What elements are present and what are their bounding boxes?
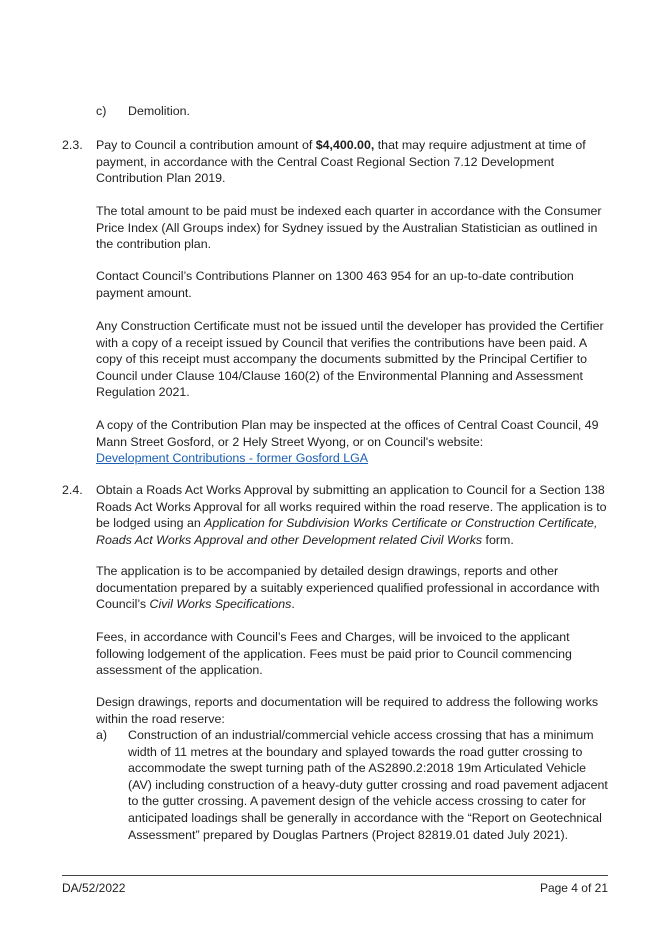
- development-contributions-link[interactable]: Development Contributions - former Gosford LGA: [96, 451, 369, 466]
- section-2-3-paragraph-4: Any Construction Certificate must not be issued until the developer has provided the Certifier with a copy of a receipt issued by Council that verifies the contributions have been paid. A copy of this receipt must accompany the documents submitted by the Principal Certifier to Council under Clause 104/Clause 160(2) of the Environmental Planning and Assessment Regulation 2021.: [96, 319, 604, 400]
- section-2-3-paragraph-5: [96, 417, 608, 467]
- list-text-c: Demolition.: [128, 104, 190, 118]
- footer-divider: [62, 875, 608, 876]
- s24-p1-form-name: Application for Subdivision Works Certificate or Construction Certificate, Roads Act Works Approval and other Development related Civil Works: [96, 516, 598, 547]
- section-number-2-3: 2.3.: [62, 138, 83, 152]
- s23-p1-pre: Pay to Council a contribution amount of: [96, 138, 316, 152]
- contribution-amount: $4,400.00,: [315, 138, 375, 152]
- footer-page-number: Page 4 of 21: [539, 881, 608, 895]
- section-2-4-paragraph-1: [96, 482, 608, 548]
- footer-reference: DA/52/2022: [62, 881, 126, 895]
- list-label-a: a): [96, 728, 108, 742]
- s24-p2-pre: The application is to be accompanied by detailed design drawings, reports and other documentation prepared by a suitably experienced qualified professional in accordance with Council’s: [96, 564, 600, 612]
- section-2-4-paragraph-3: Fees, in accordance with Council’s Fees and Charges, will be invoiced to the applicant following lodgement of the application. Fees must be paid prior to Council commencing assessment of the application.: [96, 630, 572, 678]
- s23-p1-post: that may require adjustment at time of payment, in accordance with the Central Coast Regional Section 7.12 Development Contribution Plan 2019.: [96, 138, 586, 186]
- section-2-4-paragraph-4: Design drawings, reports and documentation will be required to address the following works within the road reserve:: [96, 695, 599, 726]
- section-2-3-paragraph-2: The total amount to be paid must be indexed each quarter in accordance with the Consumer Price Index (All Groups index) for Sydney issued by the Australian Statistician as outlined in the contribution plan.: [96, 204, 602, 252]
- civil-works-specifications: Civil Works Specifications: [149, 597, 292, 612]
- s23-p5-text: A copy of the Contribution Plan may be inspected at the offices of Central Coast Council, 49 Mann Street Gosford, or 2 Hely Street Wyong, or on Council's website:: [96, 418, 599, 449]
- s24-p1-pre: Obtain a Roads Act Works Approval by submitting an application to Council for a Section 138 Roads Act Works Approval for all works required within the road reserve. The application is to be lodged using an: [96, 483, 607, 531]
- list-text-a: Construction of an industrial/commercial vehicle access crossing that has a minimum width of 11 metres at the boundary and splayed towards the road gutter crossing to accommodate the swept turning path of the AS2890.2:2018 19m Articulated Vehicle (AV) including construction of a heavy-duty gutter crossing and road pavement adjacent to the gutter crossing. A pavement design of the vehicle access crossing to cater for anticipated loadings shall be generally in accordance with the “Report on Geotechnical Assessment” prepared by Douglas Partners (Project 82819.01 dated July 2021).: [128, 728, 608, 842]
- section-number-2-4: 2.4.: [62, 483, 83, 497]
- s24-p2-post: .: [291, 597, 295, 612]
- section-2-4-paragraph-2: [96, 563, 608, 613]
- section-2-3-paragraph-3: Contact Council’s Contributions Planner on 1300 463 954 for an up-to-date contribution payment amount.: [96, 269, 574, 300]
- section-2-3-paragraph-1: [96, 137, 608, 187]
- list-label-c: c): [96, 104, 107, 118]
- s24-p1-post: form.: [482, 532, 514, 547]
